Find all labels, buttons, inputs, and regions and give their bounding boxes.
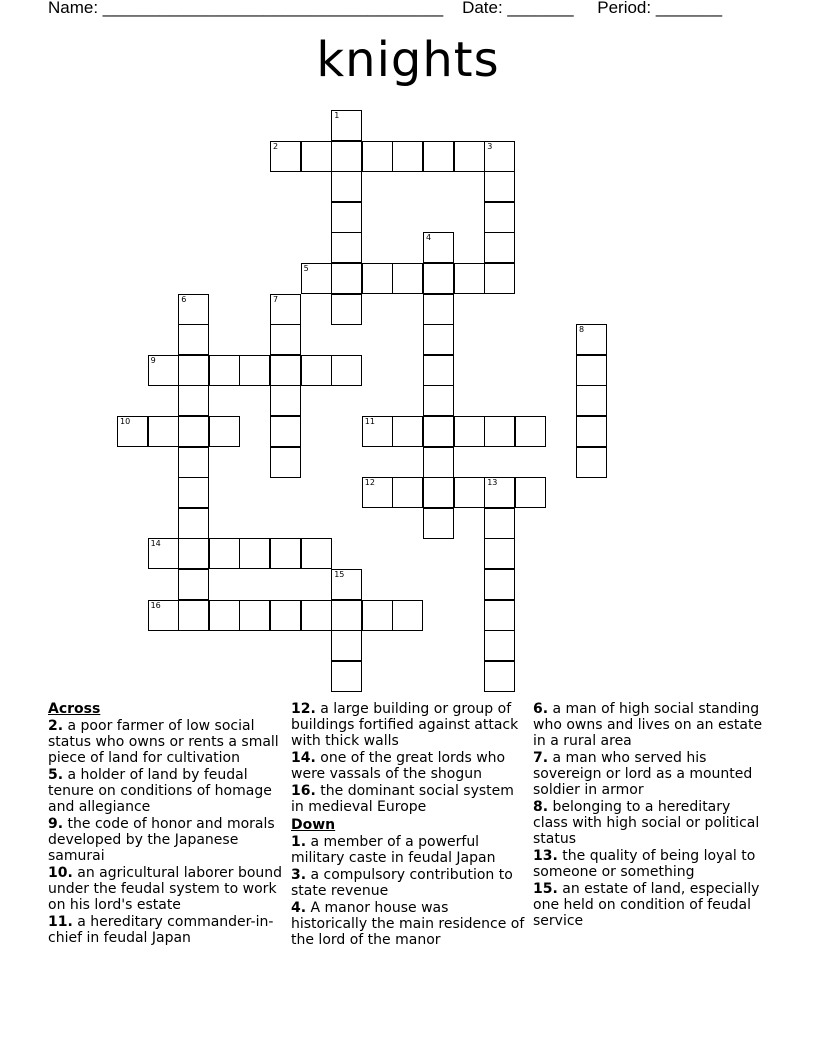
grid-cell[interactable] bbox=[362, 416, 393, 447]
clue-item bbox=[291, 750, 527, 782]
grid-cell[interactable] bbox=[270, 324, 301, 355]
grid-cell[interactable] bbox=[178, 477, 209, 508]
grid-cell[interactable] bbox=[148, 355, 179, 386]
clue-number: 5. bbox=[48, 767, 64, 783]
clue-text: a man who served his sovereign or lord as a mounted soldier in armor bbox=[533, 750, 753, 798]
grid-cell[interactable] bbox=[239, 355, 270, 386]
clue-text: a compulsory contribution to state revenue bbox=[291, 867, 513, 899]
grid-cell[interactable] bbox=[515, 477, 546, 508]
cell-number: 4 bbox=[426, 233, 432, 243]
grid-cell[interactable] bbox=[270, 141, 301, 172]
cell-number: 9 bbox=[150, 355, 156, 365]
clue-number: 7. bbox=[533, 750, 549, 766]
grid-cell[interactable] bbox=[270, 538, 301, 569]
grid-cell[interactable] bbox=[484, 202, 515, 233]
name-field[interactable]: Name: ____________________________________ bbox=[48, 0, 444, 17]
clue-number: 16. bbox=[291, 783, 316, 799]
grid-cell[interactable] bbox=[301, 355, 332, 386]
clue-item bbox=[533, 848, 769, 880]
grid-cell[interactable] bbox=[454, 263, 485, 294]
clue-number: 6. bbox=[533, 701, 549, 717]
period-field[interactable]: Period: _______ bbox=[597, 0, 723, 17]
grid-cell[interactable] bbox=[484, 232, 515, 263]
clue-item bbox=[291, 834, 527, 866]
grid-cell[interactable] bbox=[117, 416, 148, 447]
grid-cell[interactable] bbox=[484, 141, 515, 172]
grid-cell[interactable] bbox=[331, 569, 362, 600]
clue-number: 12. bbox=[291, 701, 316, 717]
grid-cell[interactable] bbox=[423, 141, 454, 172]
grid-cell[interactable] bbox=[209, 538, 240, 569]
grid-cell[interactable] bbox=[484, 508, 515, 539]
clue-item bbox=[291, 783, 527, 815]
clue-text: the code of honor and morals developed by the Japanese samurai bbox=[48, 816, 275, 864]
grid-cell[interactable] bbox=[270, 355, 301, 386]
across-heading: Across bbox=[48, 701, 101, 717]
cell-number: 16 bbox=[150, 600, 161, 610]
page-title: knights bbox=[316, 32, 500, 88]
grid-cell[interactable] bbox=[392, 141, 423, 172]
clue-item bbox=[291, 900, 527, 948]
clue-text: a poor farmer of low social status who owns or rents a small piece of land for cultivation bbox=[48, 718, 279, 766]
grid-cell[interactable] bbox=[454, 141, 485, 172]
grid-cell[interactable] bbox=[392, 263, 423, 294]
grid-cell[interactable] bbox=[362, 263, 393, 294]
clue-item bbox=[533, 750, 769, 798]
clue-item bbox=[48, 718, 284, 766]
grid-cell[interactable] bbox=[576, 355, 607, 386]
cell-number: 12 bbox=[364, 478, 375, 488]
grid-cell[interactable] bbox=[576, 416, 607, 447]
grid-cell[interactable] bbox=[331, 661, 362, 692]
clue-text: the quality of being loyal to someone or something bbox=[533, 848, 756, 880]
grid-cell[interactable] bbox=[331, 263, 362, 294]
grid-cell[interactable] bbox=[484, 477, 515, 508]
grid-cell[interactable] bbox=[423, 477, 454, 508]
clue-text: an estate of land, especially one held on condition of feudal service bbox=[533, 881, 760, 929]
clue-number: 9. bbox=[48, 816, 64, 832]
grid-cell[interactable] bbox=[423, 508, 454, 539]
cell-number: 13 bbox=[487, 478, 498, 488]
clue-text: the dominant social system in medieval Europe bbox=[291, 783, 514, 815]
grid-cell[interactable] bbox=[209, 416, 240, 447]
grid-cell[interactable] bbox=[362, 141, 393, 172]
clue-number: 11. bbox=[48, 914, 73, 930]
grid-cell[interactable] bbox=[484, 416, 515, 447]
cell-number: 10 bbox=[120, 417, 131, 426]
grid-cell[interactable] bbox=[331, 630, 362, 661]
grid-cell[interactable] bbox=[148, 416, 179, 447]
grid-cell[interactable] bbox=[484, 600, 515, 631]
grid-cell[interactable] bbox=[484, 171, 515, 202]
grid-cell[interactable] bbox=[331, 171, 362, 202]
clue-text: a holder of land by feudal tenure on conditions of homage and allegiance bbox=[48, 767, 272, 815]
grid-cell[interactable] bbox=[576, 324, 607, 355]
clue-number: 8. bbox=[533, 799, 549, 815]
date-field[interactable]: Date: _______ bbox=[462, 0, 574, 17]
grid-cell[interactable] bbox=[484, 263, 515, 294]
cell-number: 15 bbox=[334, 570, 345, 579]
grid-cell[interactable] bbox=[423, 416, 454, 447]
grid-cell[interactable] bbox=[362, 600, 393, 631]
grid-cell[interactable] bbox=[392, 416, 423, 447]
grid-cell[interactable] bbox=[148, 538, 179, 569]
clue-item bbox=[48, 767, 284, 815]
clue-text: one of the great lords who were vassals of the shogun bbox=[291, 750, 506, 782]
clue-text: a man of high social standing who owns and lives on an estate in a rural area bbox=[533, 701, 763, 749]
grid-cell[interactable] bbox=[270, 294, 301, 325]
grid-cell[interactable] bbox=[301, 600, 332, 631]
grid-cell[interactable] bbox=[178, 385, 209, 416]
grid-cell[interactable] bbox=[423, 355, 454, 386]
grid-cell[interactable] bbox=[423, 232, 454, 263]
clue-text: a member of a powerful military caste in feudal Japan bbox=[291, 834, 496, 866]
grid-cell[interactable] bbox=[209, 600, 240, 631]
clues-column-1 bbox=[48, 701, 284, 947]
grid-cell[interactable] bbox=[484, 538, 515, 569]
grid-cell[interactable] bbox=[576, 447, 607, 478]
clue-item bbox=[533, 881, 769, 929]
grid-cell[interactable] bbox=[301, 263, 332, 294]
clue-text: a large building or group of buildings fortified against attack with thick walls bbox=[291, 701, 519, 749]
grid-cell[interactable] bbox=[178, 416, 209, 447]
cell-number: 7 bbox=[273, 294, 279, 304]
clue-text: belonging to a hereditary class with high social or political status bbox=[533, 799, 760, 847]
clue-text: a hereditary commander-in-chief in feudal Japan bbox=[48, 914, 274, 946]
grid-cell[interactable] bbox=[484, 661, 515, 692]
grid-cell[interactable] bbox=[484, 569, 515, 600]
grid-cell[interactable] bbox=[178, 538, 209, 569]
grid-cell[interactable] bbox=[178, 294, 209, 325]
grid-cell[interactable] bbox=[178, 355, 209, 386]
grid-cell[interactable] bbox=[331, 355, 362, 386]
grid-cell[interactable] bbox=[515, 416, 546, 447]
clue-number: 1. bbox=[291, 834, 307, 850]
cell-number: 8 bbox=[579, 325, 585, 335]
grid-cell[interactable] bbox=[392, 477, 423, 508]
cell-number: 3 bbox=[487, 141, 493, 151]
grid-cell[interactable] bbox=[270, 416, 301, 447]
clue-number: 14. bbox=[291, 750, 316, 766]
grid-cell[interactable] bbox=[454, 416, 485, 447]
grid-cell[interactable] bbox=[331, 232, 362, 263]
grid-cell[interactable] bbox=[423, 324, 454, 355]
cell-number: 11 bbox=[364, 417, 375, 426]
grid-cell[interactable] bbox=[301, 538, 332, 569]
clues-column-3 bbox=[533, 701, 769, 930]
grid-cell[interactable] bbox=[270, 600, 301, 631]
grid-cell[interactable] bbox=[270, 385, 301, 416]
grid-cell[interactable] bbox=[423, 447, 454, 478]
clue-number: 15. bbox=[533, 881, 558, 897]
clue-item bbox=[48, 865, 284, 913]
clue-item bbox=[533, 701, 769, 749]
grid-cell[interactable] bbox=[331, 202, 362, 233]
grid-cell[interactable] bbox=[392, 600, 423, 631]
grid-cell[interactable] bbox=[178, 508, 209, 539]
grid-cell[interactable] bbox=[270, 447, 301, 478]
clue-number: 3. bbox=[291, 867, 307, 883]
grid-cell[interactable] bbox=[576, 385, 607, 416]
grid-cell[interactable] bbox=[423, 385, 454, 416]
clues-column-2 bbox=[291, 701, 527, 949]
cell-number: 14 bbox=[150, 539, 161, 549]
grid-cell[interactable] bbox=[331, 600, 362, 631]
cell-number: 1 bbox=[334, 111, 340, 120]
grid-cell[interactable] bbox=[423, 263, 454, 294]
grid-cell[interactable] bbox=[423, 294, 454, 325]
grid-cell[interactable] bbox=[178, 600, 209, 631]
clue-item bbox=[533, 799, 769, 847]
grid-cell[interactable] bbox=[331, 110, 362, 141]
grid-cell[interactable] bbox=[331, 294, 362, 325]
clue-item bbox=[291, 701, 527, 749]
grid-cell[interactable] bbox=[331, 141, 362, 172]
clue-number: 4. bbox=[291, 900, 307, 916]
grid-cell[interactable] bbox=[362, 477, 393, 508]
cell-number: 2 bbox=[273, 141, 279, 151]
clue-item bbox=[291, 867, 527, 899]
grid-cell[interactable] bbox=[178, 569, 209, 600]
clue-text: A manor house was historically the main residence of the lord of the manor bbox=[291, 900, 525, 948]
grid-cell[interactable] bbox=[148, 600, 179, 631]
clue-number: 13. bbox=[533, 848, 558, 864]
clue-text: an agricultural laborer bound under the feudal system to work on his lord's estate bbox=[48, 865, 283, 913]
grid-cell[interactable] bbox=[239, 600, 270, 631]
grid-cell[interactable] bbox=[178, 324, 209, 355]
grid-cell[interactable] bbox=[301, 141, 332, 172]
cell-number: 6 bbox=[181, 294, 187, 304]
grid-cell[interactable] bbox=[209, 355, 240, 386]
cell-number: 5 bbox=[303, 264, 309, 273]
clue-number: 2. bbox=[48, 718, 64, 734]
clue-item bbox=[48, 816, 284, 864]
clue-item bbox=[48, 914, 284, 946]
clue-number: 10. bbox=[48, 865, 73, 881]
down-heading: Down bbox=[291, 817, 336, 833]
grid-cell[interactable] bbox=[454, 477, 485, 508]
grid-cell[interactable] bbox=[239, 538, 270, 569]
grid-cell[interactable] bbox=[178, 447, 209, 478]
grid-cell[interactable] bbox=[484, 630, 515, 661]
